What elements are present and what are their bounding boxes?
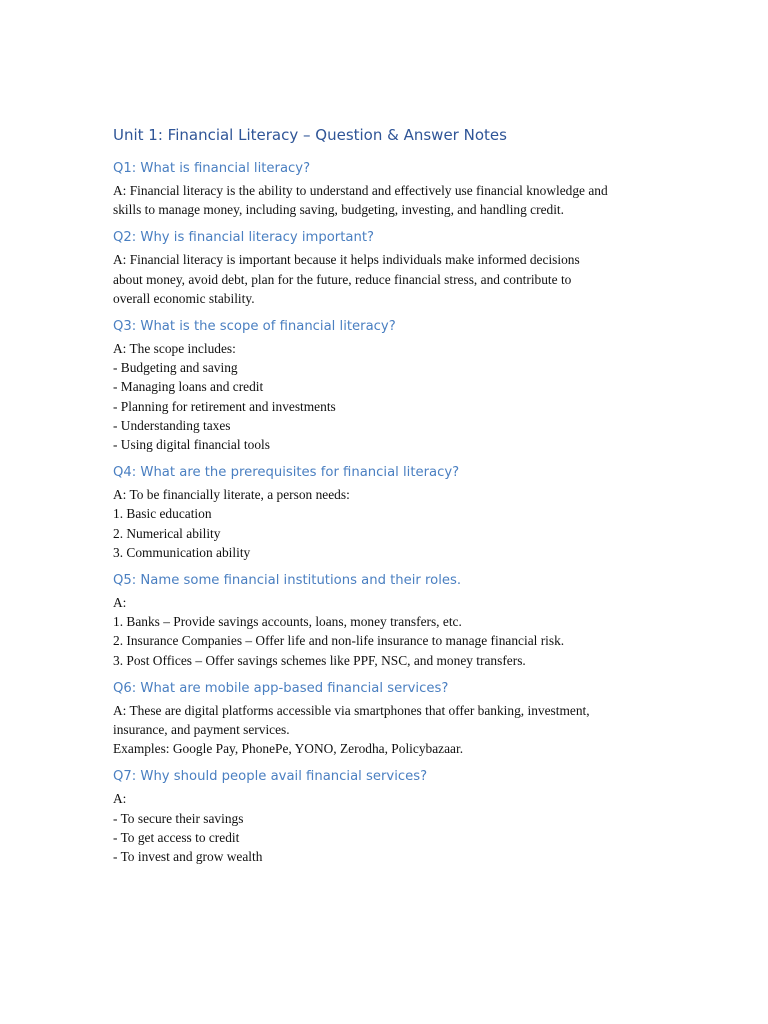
question-heading: Q4: What are the prerequisites for financial literacy? (113, 465, 460, 481)
document-title: Unit 1: Financial Literacy – Question & Answer Notes (113, 126, 507, 144)
question-heading: Q1: What is financial literacy? (113, 161, 311, 176)
answer-line: - To secure their savings (113, 810, 244, 826)
qa-item-5 (113, 571, 673, 670)
qa-item-3 (113, 317, 673, 454)
question-heading: Q6: What are mobile app-based financial services? (113, 680, 449, 696)
answer-line: - Budgeting and saving (113, 360, 238, 376)
answer-line: A: The scope includes: (113, 341, 236, 357)
qa-item-1 (113, 159, 673, 219)
answer-line: - Understanding taxes (113, 417, 231, 433)
question-heading: Q3: What is the scope of financial literacy? (113, 319, 396, 335)
answer-line: - To invest and grow wealth (113, 849, 263, 865)
answer-text (113, 789, 673, 866)
answer-line: - Planning for retirement and investments (113, 398, 336, 414)
answer-line: - Managing loans and credit (113, 379, 264, 395)
answer-line: overall economic stability. (113, 290, 255, 306)
question-heading: Q5: Name some financial institutions and their roles. (113, 573, 462, 589)
answer-line: Examples: Google Pay, PhonePe, YONO, Zerodha, Policybazaar. (113, 741, 464, 757)
answer-line: - Using digital financial tools (113, 437, 270, 453)
question-heading: Q2: Why is financial literacy important? (113, 230, 374, 246)
answer-line: 1. Basic education (113, 506, 212, 522)
qa-item-4 (113, 463, 673, 562)
answer-line: 3. Communication ability (113, 544, 251, 560)
qa-item-7 (113, 767, 673, 866)
answer-line: - To get access to credit (113, 829, 240, 845)
answer-line: 3. Post Offices – Offer savings schemes like PPF, NSC, and money transfers. (113, 652, 526, 668)
answer-text (113, 485, 673, 562)
answer-line: insurance, and payment services. (113, 722, 290, 738)
qa-item-2 (113, 228, 673, 308)
question-heading: Q7: Why should people avail financial services? (113, 769, 428, 785)
document-page (113, 124, 673, 875)
answer-text (113, 339, 673, 454)
answer-line: 2. Numerical ability (113, 525, 221, 541)
answer-line: A: (113, 595, 127, 611)
answer-line: skills to manage money, including saving, budgeting, investing, and handling credit. (113, 202, 564, 218)
answer-text (113, 593, 673, 670)
answer-line: A: (113, 791, 127, 807)
answer-line: about money, avoid debt, plan for the future, reduce financial stress, and contribute to (113, 271, 572, 287)
answer-line: 1. Banks – Provide savings accounts, loans, money transfers, etc. (113, 614, 462, 630)
answer-line: A: To be financially literate, a person needs: (113, 487, 350, 503)
answer-line: A: Financial literacy is important because it helps individuals make informed decisions (113, 252, 580, 268)
qa-item-6 (113, 679, 673, 759)
answer-line: A: These are digital platforms accessible via smartphones that offer banking, investment, (113, 702, 590, 718)
answer-text (113, 701, 673, 759)
answer-text (113, 250, 673, 308)
answer-line: A: Financial literacy is the ability to understand and effectively use financial knowledge and (113, 183, 608, 198)
answer-line: 2. Insurance Companies – Offer life and non-life insurance to manage financial risk. (113, 633, 565, 649)
answer-text (113, 181, 673, 219)
